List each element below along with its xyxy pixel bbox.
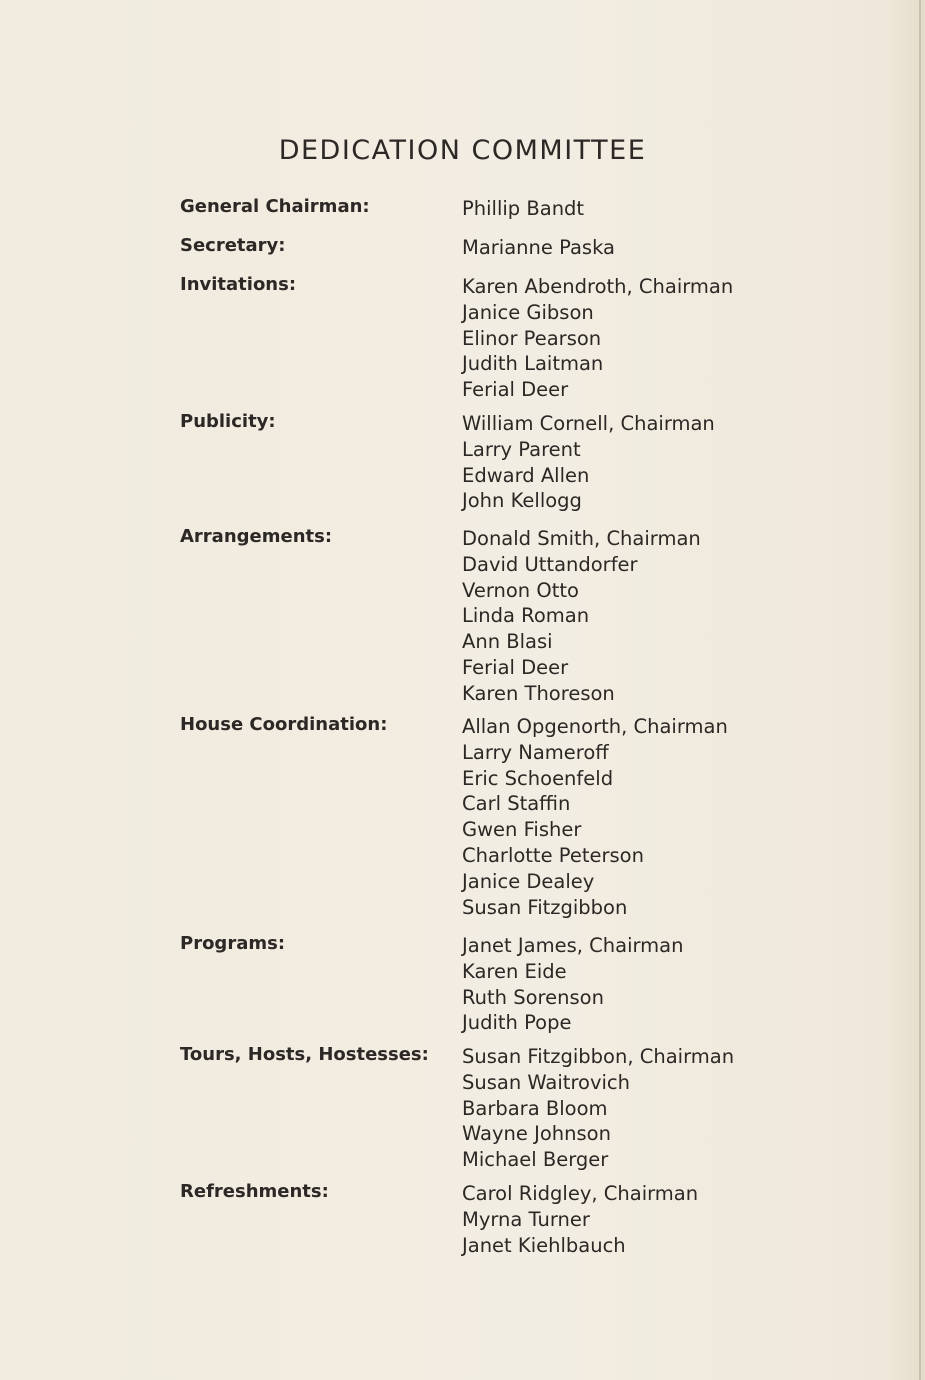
committee-member: Phillip Bandt: [462, 197, 585, 220]
committee-member: Ferial Deer: [462, 378, 569, 402]
committee-member: Carol Ridgley, Chairman: [462, 1182, 699, 1205]
committee-members: [462, 411, 715, 514]
committee-member: Carl Staffin: [462, 792, 571, 816]
committee-label: Invitations:: [180, 274, 297, 295]
committee-member: Karen Thoreson: [462, 681, 615, 705]
committee-member: Edward Allen: [462, 463, 590, 487]
committee-member: Janet James, Chairman: [462, 934, 684, 957]
committee-member: Eric Schoenfeld: [462, 766, 614, 790]
committee-member: Janet Kiehlbauch: [462, 1233, 626, 1257]
committee-member: Susan Fitzgibbon: [462, 895, 628, 919]
committee-member: Larry Nameroff: [462, 740, 609, 764]
committee-members: [462, 526, 701, 707]
committee-label: Tours, Hosts, Hostesses:: [180, 1044, 429, 1065]
committee-member: Ann Blasi: [462, 630, 553, 654]
committee-label: Publicity:: [180, 411, 276, 432]
committee-members: [462, 714, 728, 920]
page-edge: [919, 0, 921, 1380]
committee-member: Karen Abendroth, Chairman: [462, 275, 734, 298]
committee-label: Programs:: [180, 933, 286, 954]
committee-member: Linda Roman: [462, 604, 590, 628]
committee-member: Michael Berger: [462, 1148, 609, 1172]
committee-member: Janice Gibson: [462, 300, 594, 324]
committee-member: Ruth Sorenson: [462, 985, 604, 1009]
committee-member: Susan Fitzgibbon, Chairman: [462, 1045, 735, 1068]
committee-member: Marianne Paska: [462, 236, 615, 259]
page-title: DEDICATION COMMITTEE: [278, 135, 647, 166]
committee-members: [462, 274, 733, 403]
committee-member: Gwen Fisher: [462, 818, 582, 842]
committee-member: John Kellogg: [462, 489, 582, 513]
committee-member: Ferial Deer: [462, 655, 569, 679]
committee-member: William Cornell, Chairman: [462, 412, 715, 435]
committee-member: Allan Opgenorth, Chairman: [462, 715, 728, 738]
committee-members: [462, 196, 584, 222]
committee-member: David Uttandorfer: [462, 552, 638, 576]
committee-label: General Chairman:: [180, 196, 370, 217]
committee-members: [462, 933, 683, 1036]
committee-label: Arrangements:: [180, 526, 333, 547]
committee-label: Refreshments:: [180, 1181, 329, 1202]
committee-members: [462, 1181, 698, 1258]
committee-member: Wayne Johnson: [462, 1122, 611, 1146]
committee-member: Donald Smith, Chairman: [462, 527, 701, 550]
committee-member: Larry Parent: [462, 437, 581, 461]
committee-member: Barbara Bloom: [462, 1096, 608, 1120]
committee-member: Janice Dealey: [462, 869, 595, 893]
committee-member: Karen Eide: [462, 959, 567, 983]
committee-label: Secretary:: [180, 235, 286, 256]
committee-members: [462, 235, 615, 261]
committee-member: Charlotte Peterson: [462, 843, 644, 867]
committee-member: Myrna Turner: [462, 1207, 590, 1231]
committee-member: Judith Laitman: [462, 352, 604, 376]
committee-member: Vernon Otto: [462, 578, 579, 602]
committee-label: House Coordination:: [180, 714, 388, 735]
committee-member: Judith Pope: [462, 1011, 572, 1035]
committee-member: Susan Waitrovich: [462, 1070, 631, 1094]
committee-member: Elinor Pearson: [462, 326, 602, 350]
committee-members: [462, 1044, 734, 1173]
